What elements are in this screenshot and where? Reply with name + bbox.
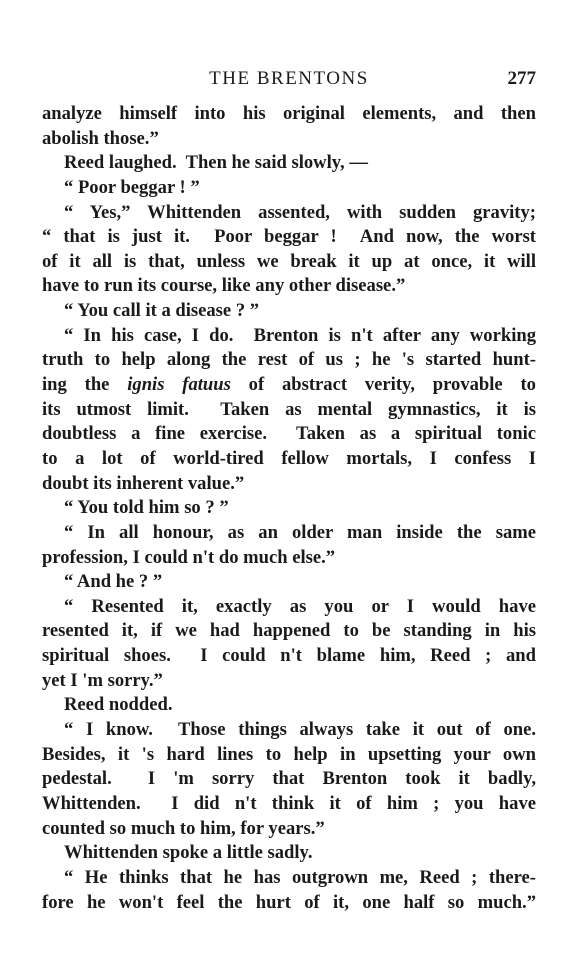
text-line: “ Yes,” Whittenden assented, with sudden gravity; xyxy=(64,201,536,223)
text-line: “ Resented it, exactly as you or I would have xyxy=(64,595,536,617)
text-line: doubtless a fine exercise. Taken as a spiritual tonic xyxy=(42,423,536,445)
text-line: “ You told him so ? ” xyxy=(64,497,229,519)
running-title: THE BRENTONS xyxy=(209,68,369,89)
text-line: Whittenden. I did n't think it of him ; you have xyxy=(42,792,536,814)
text-line: “ In his case, I do. Brenton is n't after any working xyxy=(64,324,536,346)
text-line: “ I know. Those things always take it out of one. xyxy=(64,719,536,741)
text-line: “ that is just it. Poor beggar ! And now, the worst xyxy=(42,226,536,248)
text-line: doubt its inherent value.” xyxy=(42,472,245,494)
text-line: Reed nodded. xyxy=(64,694,173,716)
text-line: Besides, it 's hard lines to help in upsetting your own xyxy=(42,743,536,765)
text-line: Reed laughed. Then he said slowly, — xyxy=(64,152,368,174)
page-number: 277 xyxy=(507,68,536,89)
text-line: of it all is that, unless we break it up at once, it will xyxy=(42,250,536,272)
text-line: yet I 'm sorry.” xyxy=(42,669,163,691)
book-page xyxy=(42,66,536,913)
text-line: counted so much to him, for years.” xyxy=(42,817,325,839)
text-line: abolish those.” xyxy=(42,127,159,149)
text-segment: ing the xyxy=(42,374,128,396)
text-line: “ In all honour, as an older man inside the same xyxy=(64,521,536,543)
text-line: analyze himself into his original elements, and then xyxy=(42,103,536,124)
text-line: “ You call it a disease ? ” xyxy=(64,300,260,322)
text-line: have to run its course, like any other disease.” xyxy=(42,275,406,297)
text-segment: of abstract verity, provable to xyxy=(230,374,536,396)
text-line: truth to help along the rest of us ; he 's started hunt- xyxy=(42,349,536,371)
text-line: spiritual shoes. I could n't blame him, Reed ; and xyxy=(42,645,536,667)
text-line: fore he won't feel the hurt of it, one half so much.” xyxy=(42,891,536,913)
text-line: pedestal. I 'm sorry that Brenton took it badly, xyxy=(42,768,536,790)
text-line: Whittenden spoke a little sadly. xyxy=(64,842,313,864)
running-head xyxy=(42,66,536,96)
text-line: “ And he ? ” xyxy=(64,571,163,593)
text-line: its utmost limit. Taken as mental gymnastics, it is xyxy=(42,398,536,420)
body-text xyxy=(42,102,536,915)
text-line: to a lot of world-tired fellow mortals, I confess I xyxy=(42,447,536,469)
italic-phrase: ignis fatuus xyxy=(127,374,231,396)
text-line: “ Poor beggar ! ” xyxy=(64,176,200,198)
text-line: resented it, if we had happened to be standing in his xyxy=(42,620,536,642)
text-line: profession, I could n't do much else.” xyxy=(42,546,336,568)
text-line xyxy=(42,373,536,398)
text-line: “ He thinks that he has outgrown me, Reed ; there- xyxy=(64,866,536,888)
